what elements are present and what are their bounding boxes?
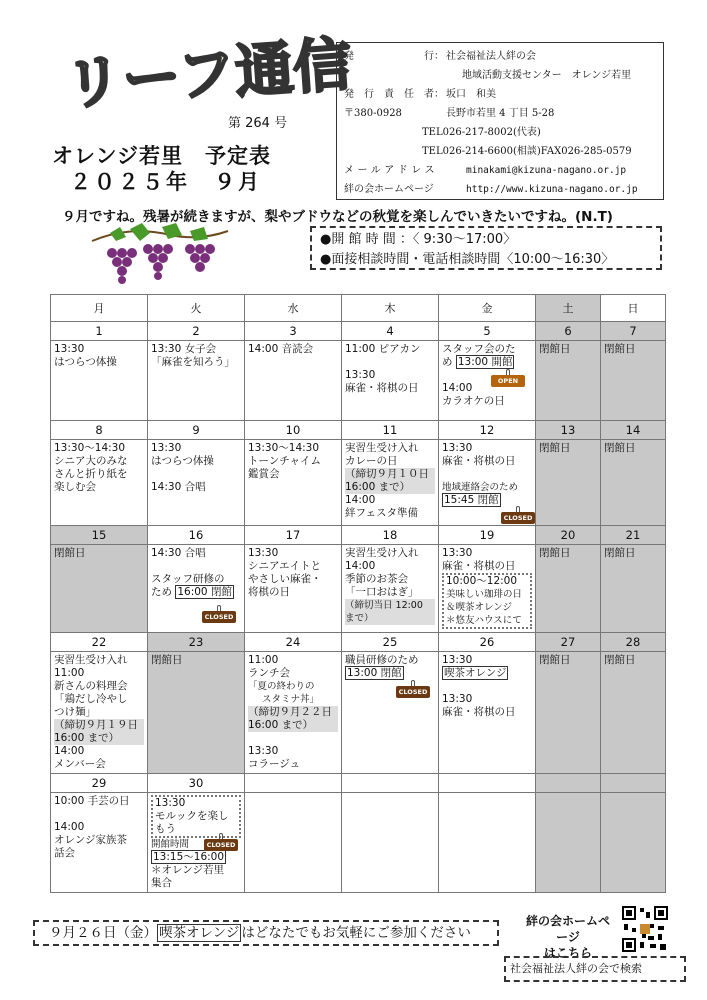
weekday-fri: 金 (439, 295, 536, 322)
day-cell-29: 10:00 手芸の日 14:00 オレンジ家族茶 話会 (51, 793, 148, 893)
schedule-year-month: ２０２５年 ９月 (70, 170, 262, 194)
day-number: 26 (439, 633, 536, 652)
issue-number: 第 264 号 (228, 116, 288, 131)
email-address[interactable]: minakami@kizuna-nagano.or.jp (466, 165, 627, 176)
day-cell-18: 実習生受け入れ 14:00 季節のお茶会 「一口おはぎ」 （締切当日 12:00 まで） (342, 545, 439, 633)
leaf-tsushin-logo (60, 30, 354, 118)
closed-sign-icon: CLOSED (396, 680, 430, 698)
day-number: 3 (245, 322, 342, 341)
open-hours: ●開 館 時 間 ：〈 9:30～17:00〉 (320, 232, 517, 247)
coffee-event-box: 10:00～12:00 美味しい珈琲の日 ＆喫茶オレンジ ＊悠友ハウスにて (442, 573, 532, 629)
day-number: 7 (601, 322, 666, 341)
day-number: 21 (601, 526, 666, 545)
day-number: 16 (148, 526, 245, 545)
day-cell-16: 14:30 合唱 スタッフ研修の ため 16:00 閉館 CLOSED (148, 545, 245, 633)
day-cell-6: 閉館日 (536, 341, 601, 421)
day-number: 20 (536, 526, 601, 545)
day-cell-10: 13:30～14:30 トーンチャイム 鑑賞会 (245, 440, 342, 526)
day-cell-28: 閉館日 (601, 652, 666, 774)
day-number: 19 (439, 526, 536, 545)
day-number: 13 (536, 421, 601, 440)
day-cell-24: 11:00 ランチ会 「夏の終わりの スタミナ丼」 （締切９月２２日 16:00 まで） 13:30 コラージュ (245, 652, 342, 774)
day-number: 18 (342, 526, 439, 545)
day-number: 2 (148, 322, 245, 341)
day-cell-15: 閉館日 (51, 545, 148, 633)
day-cell-21: 閉館日 (601, 545, 666, 633)
closed-sign-icon: CLOSED (202, 605, 236, 623)
grapes-icon (90, 223, 230, 293)
homepage-link[interactable]: http://www.kizuna-nagano.or.jp (466, 184, 638, 195)
day-cell-19: 13:30 麻雀・将棋の日 10:00～12:00 美味しい珈琲の日 ＆喫茶オレンジ ＊悠友ハウスにて (439, 545, 536, 633)
day-number: 1 (51, 322, 148, 341)
weekday-mon: 月 (51, 295, 148, 322)
day-cell-22: 実習生受け入れ 11:00 新さんの料理会 「鶏だし冷やし つけ麺」 （締切９月１９日 16:00 まで） 14:00 メンバー会 (51, 652, 148, 774)
day-cell-17: 13:30 シニアエイトと やさしい麻雀・ 将棋の日 (245, 545, 342, 633)
cafe-invitation: ９月２６日（金） 喫茶オレンジ はどなたでもお気軽にご参加ください (33, 920, 499, 946)
day-number: 25 (342, 633, 439, 652)
weekday-wed: 水 (245, 295, 342, 322)
homepage-notice: 絆の会ホームページ はこちら (525, 914, 610, 960)
day-cell-26: 13:30 喫茶オレンジ 13:30 麻雀・将棋の日 (439, 652, 536, 774)
day-cell-14: 閉館日 (601, 440, 666, 526)
day-number: 23 (148, 633, 245, 652)
weekday-sat: 土 (536, 295, 601, 322)
day-number: 29 (51, 774, 148, 793)
day-number: 4 (342, 322, 439, 341)
day-number: 12 (439, 421, 536, 440)
day-number: 28 (601, 633, 666, 652)
day-cell-9: 13:30 はつらつ体操 14:30 合唱 (148, 440, 245, 526)
day-number: 5 (439, 322, 536, 341)
day-cell-5: スタッフ会のた め 13:00 開館 14:00 カラオケの日 OPEN (439, 341, 536, 421)
day-cell-20: 閉館日 (536, 545, 601, 633)
day-cell-25: 職員研修のため 13:00 閉館 CLOSED (342, 652, 439, 774)
day-cell-3: 14:00 音読会 (245, 341, 342, 421)
publisher-info: 発 行： 社会福祉法人絆の会 地域活動支援センター オレンジ若里 発 行 責 任 者： 坂口 和美 〒380-0928 長野市若里 4 丁目 5-28 TEL026-217-8002(代表) TEL026-214-6600(相談)FAX026-285-0579 メールアドレス minakami@kizuna-nagano.or.jp 絆の会ホームページ http://www.kizuna-nagano.or.jp (336, 42, 664, 200)
qr-code-icon[interactable] (622, 906, 668, 952)
svg-text:リーフ通信: リーフ通信 (62, 30, 354, 118)
day-number: 24 (245, 633, 342, 652)
day-cell-1: 13:30 はつらつ体操 (51, 341, 148, 421)
day-number: 9 (148, 421, 245, 440)
day-number: 11 (342, 421, 439, 440)
day-cell-27: 閉館日 (536, 652, 601, 774)
day-number: 8 (51, 421, 148, 440)
search-hint: 社会福祉法人絆の会で検索 (504, 956, 686, 982)
day-cell-11: 実習生受け入れ カレーの日 （締切９月１０日 16:00 まで） 14:00 絆フェスタ準備 (342, 440, 439, 526)
weekday-sun: 日 (601, 295, 666, 322)
molkky-event-box: 13:30 モルックを楽し もう (151, 795, 241, 838)
day-number: 10 (245, 421, 342, 440)
weekday-tue: 火 (148, 295, 245, 322)
day-cell-13: 閉館日 (536, 440, 601, 526)
day-number: 6 (536, 322, 601, 341)
weekday-thu: 木 (342, 295, 439, 322)
day-cell-12: 13:30 麻雀・将棋の日 地域連絡会のため 15:45 閉館 CLOSED (439, 440, 536, 526)
day-number: 14 (601, 421, 666, 440)
intro-message: ９月ですね。残暑が続きますが、梨やブドウなどの秋覚を楽しんでいきたいですね。(N.T) (62, 209, 613, 225)
consult-hours: ●面接相談時間・電話相談時間〈10:00～16:30〉 (320, 252, 615, 267)
day-number: 27 (536, 633, 601, 652)
calendar (50, 294, 666, 893)
day-cell-2: 13:30 女子会 「麻雀を知ろう」 (148, 341, 245, 421)
day-cell-8: 13:30～14:30 シニア大のみな さんと折り紙を 楽しむ会 (51, 440, 148, 526)
day-number: 15 (51, 526, 148, 545)
day-cell-4: 11:00 ピアカン 13:30 麻雀・将棋の日 (342, 341, 439, 421)
day-number: 22 (51, 633, 148, 652)
day-cell-30: 13:30 モルックを楽し もう 開館時間 13:15～16:00 ＊オレンジ若里 集合 CLOSED (148, 793, 245, 893)
schedule-title: オレンジ若里 予定表 (52, 144, 271, 168)
closed-sign-icon: CLOSED (204, 833, 238, 851)
open-sign-icon: OPEN (491, 369, 525, 387)
day-number: 30 (148, 774, 245, 793)
opening-hours (310, 226, 662, 270)
day-number: 17 (245, 526, 342, 545)
day-cell-7: 閉館日 (601, 341, 666, 421)
closed-sign-icon: CLOSED (501, 506, 535, 524)
day-cell-23: 閉館日 (148, 652, 245, 774)
